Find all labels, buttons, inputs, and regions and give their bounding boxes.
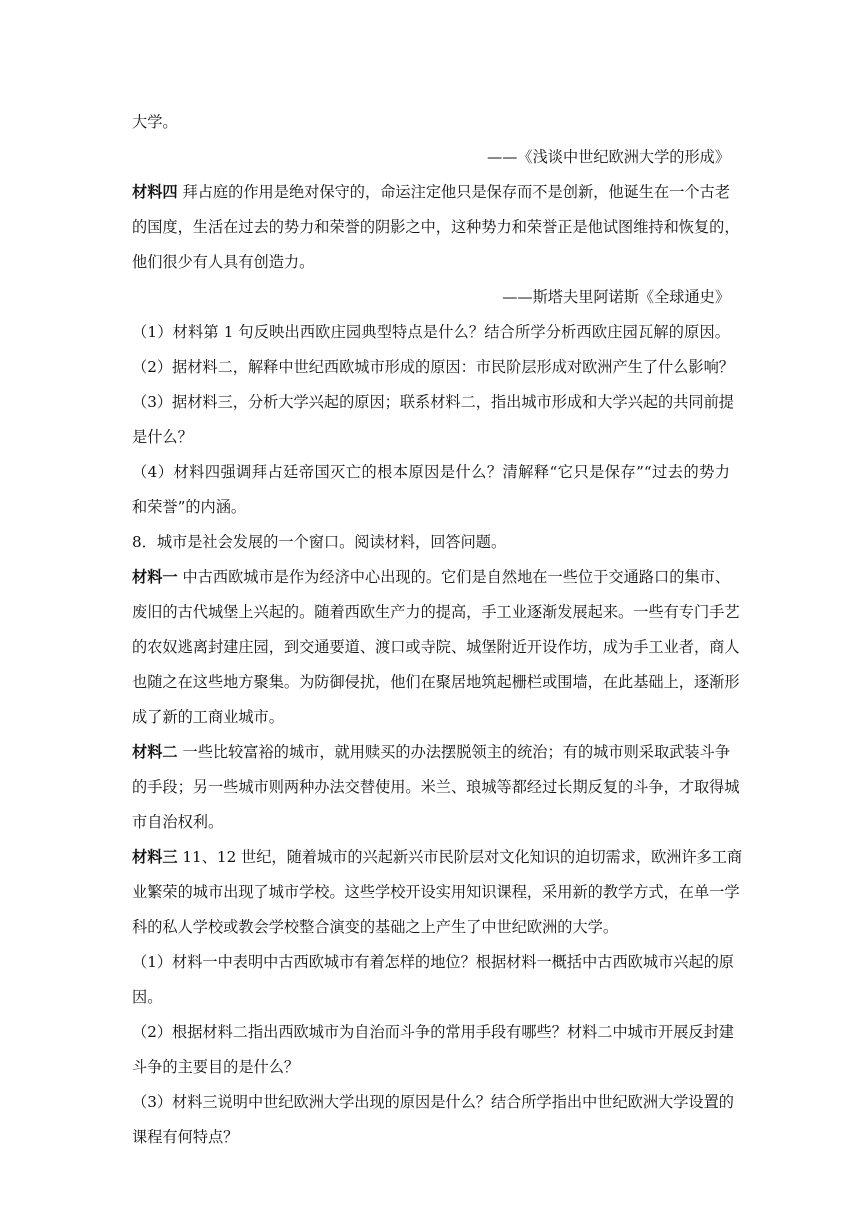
paragraph-line: 的国度，生活在过去的势力和荣誉的阴影之中，这种势力和荣誉正是他试图维持和恢复的， (132, 218, 740, 236)
question-line: （1）材料第 1 句反映出西欧庄园典型特点是什么？结合所学分析西欧庄园瓦解的原因。 (132, 323, 730, 341)
material-label: 材料二 (132, 743, 178, 761)
paragraph-line: 科的私人学校或教会学校整合演变的基础之上产生了中世纪欧洲的大学。 (132, 918, 618, 936)
question-line: 和荣誉”的内涵。 (132, 498, 247, 516)
paragraph-line: 业繁荣的城市出现了城市学校。这些学校开设实用知识课程，采用新的教学方式，在单一学 (132, 883, 740, 901)
question-line: 是什么？ (132, 428, 193, 446)
paragraph-line: 市自治权利。 (132, 813, 224, 831)
material-text: 中古西欧城市是作为经济中心出现的。它们是自然地在一些位于交通路口的集市、 (177, 568, 731, 586)
paragraph-line: 成了新的工商业城市。 (132, 708, 284, 726)
material-one-line (132, 567, 730, 587)
material-text: 拜占庭的作用是绝对保守的，命运注定他只是保存而不是创新，他诞生在一个古老 (177, 183, 731, 201)
source-citation: ——斯塔夫里阿诺斯《全球通史》 (502, 288, 730, 306)
paragraph-line: 的手段；另一些城市则两种办法交替使用。米兰、琅城等都经过长期反复的斗争，才取得城 (132, 778, 740, 796)
paragraph-line: 的农奴逃离封建庄园，到交通要道、渡口或寺院、城堡附近开设作坊，成为手工业者，商人 (132, 638, 740, 656)
material-text: 一些比较富裕的城市，就用赎买的办法摆脱领主的统治；有的城市则采取武装斗争 (177, 743, 731, 761)
material-text: 11、12 世纪，随着城市的兴起新兴市民阶层对文化知识的迫切需求，欧洲许多工商 (177, 848, 743, 866)
question-line: 因。 (132, 988, 163, 1006)
question-line: （3）材料三说明中世纪欧洲大学出现的原因是什么？结合所学指出中世纪欧洲大学设置的 (132, 1093, 734, 1111)
material-label: 材料三 (132, 848, 178, 866)
material-label: 材料四 (132, 183, 178, 201)
question-line: （3）据材料三，分析大学兴起的原因；联系材料二，指出城市形成和大学兴起的共同前提 (132, 393, 734, 411)
question-line: 斗争的主要目的是什么？ (132, 1058, 300, 1076)
paragraph-line: 废旧的古代城堡上兴起的。随着西欧生产力的提高，手工业逐渐发展起来。一些有专门手艺 (132, 603, 740, 621)
question-heading: 8．城市是社会发展的一个窗口。阅读材料，回答问题。 (132, 533, 507, 551)
question-line: （4）材料四强调拜占廷帝国灭亡的根本原因是什么？清解释“它只是保存”“过去的势力 (132, 463, 730, 481)
question-line: （2）据材料二，解释中世纪西欧城市形成的原因：市民阶层形成对欧洲产生了什么影响？ (132, 358, 734, 376)
paragraph-line: 也随之在这些地方聚集。为防御侵扰，他们在聚居地筑起栅栏或围墙，在此基础上，逐渐形 (132, 673, 740, 691)
question-line: 课程有何特点？ (132, 1128, 239, 1146)
material-four-line (132, 182, 730, 202)
material-label: 材料一 (132, 568, 178, 586)
question-line: （1）材料一中表明中古西欧城市有着怎样的地位？根据材料一概括中古西欧城市兴起的原 (132, 953, 734, 971)
question-line: （2）根据材料二指出西欧城市为自治而斗争的常用手段有哪些？材料二中城市开展反封建 (132, 1023, 734, 1041)
paragraph-line: 大学。 (132, 113, 178, 131)
paragraph-line: 他们很少有人具有创造力。 (132, 253, 315, 271)
source-citation: ——《浅谈中世纪欧洲大学的形成》 (487, 148, 730, 166)
material-three-line (132, 847, 743, 867)
material-two-line (132, 742, 730, 762)
